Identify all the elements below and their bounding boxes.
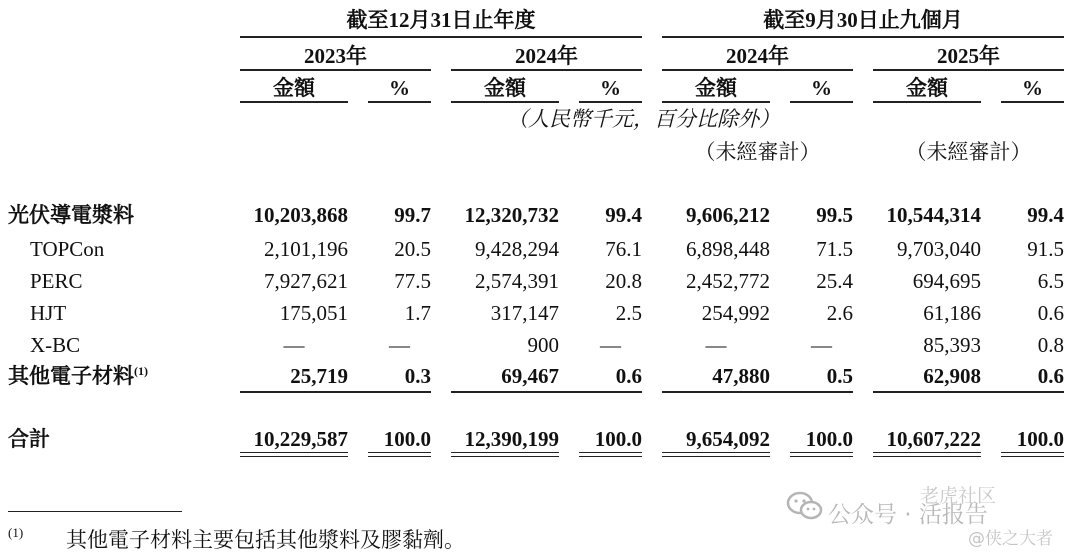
double-underline (790, 452, 853, 457)
total-amount-cell: 10,607,222 (886, 427, 981, 451)
amount-cell: 254,992 (701, 301, 770, 325)
year-header: 2024年 (515, 44, 578, 68)
footnote-reference: (1) (134, 364, 148, 378)
amount-cell: 175,051 (279, 301, 348, 325)
group-title-fiscal-year: 截至12月31日止年度 (346, 8, 536, 32)
row-label: 其他電子材料$^{(1)}$ (8, 364, 148, 388)
percent-cell: — (811, 333, 832, 357)
amount-cell: 317,147 (490, 301, 559, 325)
percent-cell: 0.6 (1037, 364, 1064, 388)
subtotal-line (451, 391, 642, 393)
total-percent-cell: 100.0 (594, 427, 642, 451)
subtotal-line (873, 391, 1064, 393)
footnote-text: 其他電子材料主要包括其他漿料及膠黏劑。 (66, 528, 465, 552)
row-label: X-BC (30, 333, 81, 357)
unaudited-note: （未經審計） (905, 140, 1032, 164)
percent-cell: 2.5 (615, 301, 642, 325)
amount-cell: 10,544,314 (886, 203, 981, 227)
amount-cell: — (283, 333, 305, 357)
percent-cell: 1.7 (404, 301, 431, 325)
percent-cell: — (600, 333, 621, 357)
subheader-underline (368, 101, 431, 103)
year-underline (873, 69, 1064, 71)
subtotal-line (240, 391, 431, 393)
double-underline (1001, 452, 1064, 457)
amount-cell: 9,428,294 (475, 237, 559, 261)
double-underline (451, 452, 559, 457)
watermark-author: @侠之大者 (968, 529, 1053, 549)
amount-cell: 85,393 (923, 333, 981, 357)
percent-cell: 99.5 (816, 203, 853, 227)
percent-cell: 0.5 (826, 364, 853, 388)
amount-header: 金額 (906, 76, 948, 100)
double-underline (579, 452, 642, 457)
amount-cell: 12,320,732 (464, 203, 559, 227)
percent-header: % (1022, 76, 1043, 100)
percent-cell: 0.6 (1037, 301, 1064, 325)
amount-header: 金額 (484, 76, 526, 100)
year-underline (662, 69, 853, 71)
amount-cell: 9,606,212 (686, 203, 770, 227)
total-percent-cell: 100.0 (383, 427, 431, 451)
percent-cell: 91.5 (1027, 237, 1064, 261)
percent-cell: 20.8 (605, 269, 642, 293)
percent-header: % (811, 76, 832, 100)
subheader-underline (790, 101, 853, 103)
total-amount-cell: 12,390,199 (464, 427, 559, 451)
subheader-underline (451, 101, 559, 103)
double-underline (873, 452, 981, 457)
amount-cell: 47,880 (712, 364, 770, 388)
amount-header: 金額 (273, 76, 315, 100)
percent-cell: 6.5 (1037, 269, 1064, 293)
percent-cell: 77.5 (394, 269, 431, 293)
amount-cell: 69,467 (501, 364, 559, 388)
double-underline (368, 452, 431, 457)
percent-cell: 71.5 (816, 237, 853, 261)
amount-cell: 2,101,196 (264, 237, 348, 261)
percent-cell: 20.5 (394, 237, 431, 261)
total-label: 合計 (8, 427, 50, 451)
amount-cell: 10,203,868 (253, 203, 348, 227)
total-percent-cell: 100.0 (805, 427, 853, 451)
year-underline (451, 69, 642, 71)
footnote-mark: (1) (8, 525, 24, 540)
amount-cell: 61,186 (923, 301, 981, 325)
year-header: 2023年 (304, 44, 367, 68)
unit-note: （人民幣千元，百分比除外） (507, 107, 780, 131)
wechat-logo-icon (786, 491, 824, 521)
double-underline (662, 452, 770, 457)
watermark-account: 公众号 · 活报告 (828, 502, 988, 528)
unaudited-note: （未經審計） (694, 140, 821, 164)
amount-cell: 2,452,772 (686, 269, 770, 293)
total-amount-cell: 10,229,587 (253, 427, 348, 451)
row-label: PERC (30, 269, 83, 293)
amount-cell: 25,719 (290, 364, 348, 388)
total-percent-cell: 100.0 (1016, 427, 1064, 451)
percent-cell: 76.1 (605, 237, 642, 261)
percent-cell: 25.4 (816, 269, 853, 293)
year-header: 2024年 (726, 44, 789, 68)
group-underline-fy (240, 36, 642, 38)
percent-cell: 0.6 (615, 364, 642, 388)
percent-cell: 99.7 (394, 203, 431, 227)
percent-header: % (389, 76, 410, 100)
subheader-underline (579, 101, 642, 103)
subheader-underline (1001, 101, 1064, 103)
percent-cell: — (389, 333, 410, 357)
percent-cell: 0.8 (1037, 333, 1064, 357)
amount-cell: — (705, 333, 727, 357)
year-underline (240, 69, 431, 71)
amount-cell: 7,927,621 (264, 269, 348, 293)
row-label: 光伏導電漿料 (8, 203, 134, 227)
percent-cell: 99.4 (605, 203, 642, 227)
year-header: 2025年 (937, 44, 1000, 68)
double-underline (240, 452, 348, 457)
amount-cell: 900 (527, 333, 559, 357)
subheader-underline (873, 101, 981, 103)
subheader-underline (240, 101, 348, 103)
amount-cell: 62,908 (923, 364, 981, 388)
subtotal-line (662, 391, 853, 393)
subheader-underline (662, 101, 770, 103)
percent-cell: 0.3 (404, 364, 431, 388)
amount-cell: 9,703,040 (897, 237, 981, 261)
group-underline-9m (662, 36, 1064, 38)
group-title-nine-months: 截至9月30日止九個月 (763, 8, 963, 32)
percent-cell: 2.6 (826, 301, 853, 325)
percent-cell: 99.4 (1027, 203, 1064, 227)
amount-cell: 2,574,391 (475, 269, 559, 293)
amount-cell: 6,898,448 (686, 237, 770, 261)
amount-header: 金額 (695, 76, 737, 100)
amount-cell: 694,695 (912, 269, 981, 293)
row-label: HJT (30, 301, 67, 325)
row-label: TOPCon (30, 237, 105, 261)
watermark-site: 老虎社区 (920, 485, 997, 507)
total-amount-cell: 9,654,092 (686, 427, 770, 451)
percent-header: % (600, 76, 621, 100)
footnote-rule (8, 511, 182, 512)
